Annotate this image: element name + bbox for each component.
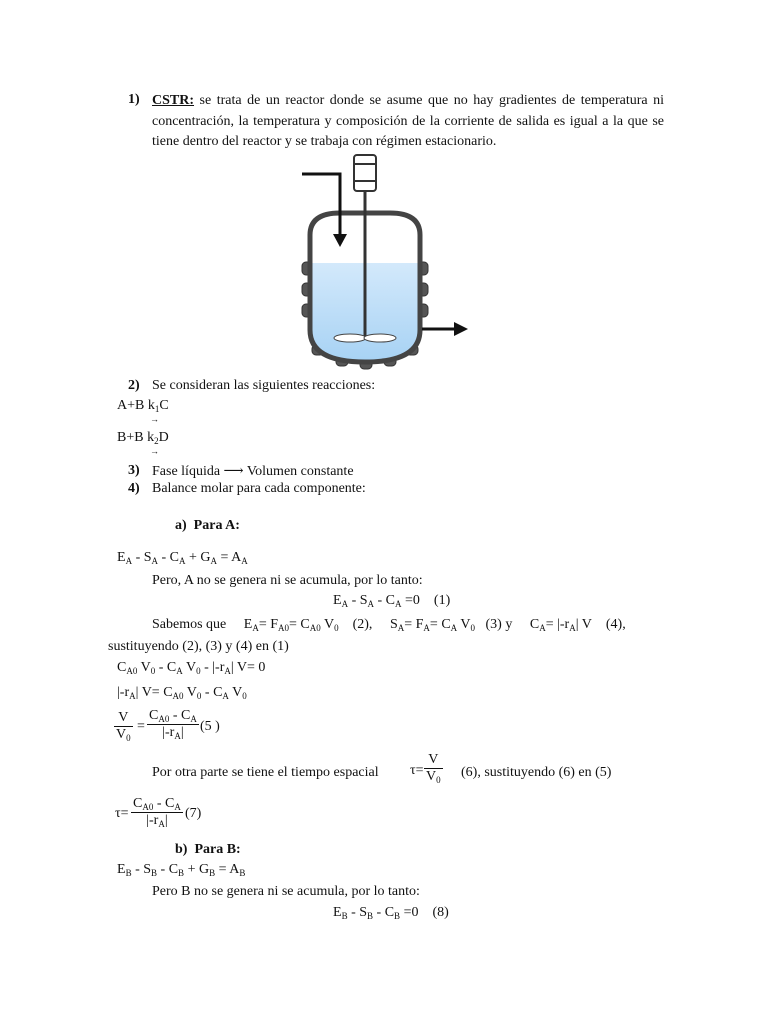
- equation-1: $E_A - S_A - C_A =0$ (1): [333, 593, 451, 609]
- cstr-description: se trata de un reactor donde se asume que no hay gradientes de temperatura ni concentración, la temperatura y composición de la corriente de salida es igual a la que se tiene dentro del reactor y se trabaja con régimen estacionario.: [152, 93, 664, 149]
- reaction-2: B+B $k_2D$: [117, 430, 169, 446]
- text-a1: Pero, A no se genera ni se acumula, por lo tanto:: [152, 573, 423, 588]
- equation-a4: $C_{A0}$ $V_0 - C_A$ $V_0 - |-r_A|$ V= 0: [117, 660, 266, 676]
- item1-number: 1): [128, 92, 140, 107]
- text-a4-tail: (6), sustituyendo (6) en (5): [461, 765, 612, 780]
- equation-5-tag: (5 ): [200, 719, 220, 734]
- equation-5-rhs: $\frac{C_{A0} - C_A}{|-r_A|}$: [149, 708, 197, 741]
- item3-text: Fase líquida ⟶ Volumen constante: [152, 464, 354, 479]
- text-a4: Por otra parte se tiene el tiempo espacial: [152, 765, 379, 780]
- equation-5-equals: =: [137, 719, 145, 734]
- text-a3: sustituyendo (2), (3) y (4) en (1): [108, 639, 289, 654]
- reaction-2-arrow: →: [150, 446, 159, 456]
- text-a2: Sabemos que $E_A= F_{A0}= C_{A0}$ $V_0$ (2), $S_A= F_A= C_A$ $V_0$ (3) y $C_A= |-r_A|$ V (4),: [152, 617, 626, 633]
- equation-7-tag: (7): [185, 806, 202, 821]
- equation-7-fraction: $\frac{C_{A0} - C_A}{|-r_A|}$: [133, 796, 181, 829]
- reaction-1-arrow: →: [150, 414, 159, 424]
- equation-8: $E_B - S_B - C_B =0$ (8): [333, 905, 449, 921]
- text-b1: Pero B no se genera ni se acumula, por lo tanto:: [152, 884, 420, 899]
- item2-number: 2): [128, 378, 140, 393]
- inlet-arrow: [302, 174, 340, 238]
- section-a-heading: a) Para A:: [175, 518, 240, 533]
- item4-number: 4): [128, 481, 140, 496]
- motor: [354, 155, 376, 191]
- equation-a5: $|-r_A|$ $V= C_{A0}$ $V_0 - C_A$ $V_0$: [117, 685, 247, 701]
- item3-number: 3): [128, 463, 140, 478]
- tau-fraction: $\frac{V}{V_0}$: [426, 752, 441, 785]
- cstr-reactor-diagram: [0, 0, 768, 380]
- balance-a: $E_A - S_A - C_A + G_A = A_A$: [117, 550, 248, 566]
- reaction-1: A+B $k_1C$: [117, 398, 169, 414]
- balance-b: $E_B - S_B - C_B + G_B = A_B$: [117, 862, 246, 878]
- equation-5-lhs: $\frac{V}{V_0}$: [116, 710, 131, 743]
- cstr-term: CSTR:: [152, 93, 195, 108]
- section-b-heading: b) Para B:: [175, 842, 241, 857]
- item2-text: Se consideran las siguientes reacciones:: [152, 378, 376, 393]
- item4-text: Balance molar para cada componente:: [152, 481, 366, 496]
- tau-symbol: τ=: [410, 763, 424, 778]
- impeller-right: [364, 334, 396, 342]
- equation-7-tau: τ=: [115, 806, 129, 821]
- impeller-left: [334, 334, 366, 342]
